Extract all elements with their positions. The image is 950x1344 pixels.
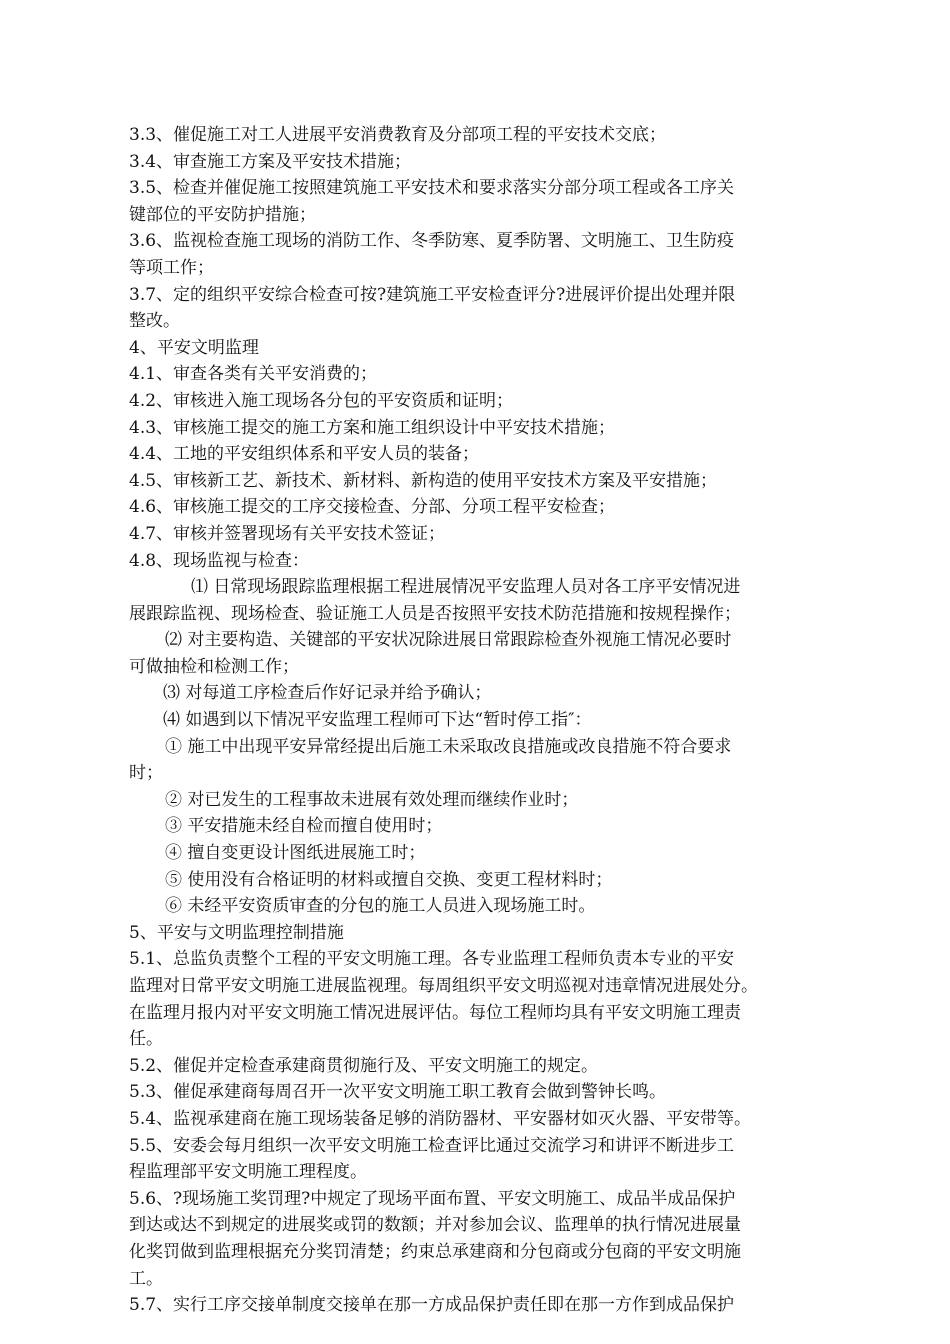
paragraph-5-6-cont-3: 工。 [129, 1268, 163, 1289]
paragraph-3-3: 3.3、催促施工对工人进展平安消费教育及分部项工程的平安技术交底； [129, 125, 667, 145]
item-circle-1-cont: 时； [129, 763, 163, 784]
item-paren-1: ⑴ 日常现场跟踪监理根据工程进展情况平安监理人员对各工序平安情况进 [191, 577, 741, 598]
section-5-heading: 5、平安与文明监理控制措施 [129, 922, 344, 943]
section-4-heading: 4、平安文明监理 [129, 337, 259, 358]
paragraph-3-6-cont: 等项工作； [129, 257, 214, 278]
paragraph-3-7-cont: 整改。 [129, 311, 180, 332]
item-circle-3: ③ 平安措施未经自检而擅自使用时； [165, 816, 443, 837]
paragraph-4-3: 4.3、审核施工提交的施工方案和施工组织设计中平安技术措施； [129, 417, 616, 438]
paragraph-4-1: 4.1、审查各类有关平安消费的； [129, 364, 378, 385]
paragraph-5-6-cont-1: 到达或达不到规定的进展奖或罚的数额；并对参加会议、监理单的执行情况进展量 [129, 1215, 741, 1236]
paragraph-4-2: 4.2、审核进入施工现场各分包的平安资质和证明； [129, 390, 514, 411]
item-circle-5: ⑤ 使用没有合格证明的材料或擅自交换、变更工程材料时； [165, 869, 613, 890]
paragraph-5-5: 5.5、安委会每月组织一次平安文明施工检查评比通过交流学习和讲评不断进步工 [129, 1135, 735, 1156]
paragraph-4-7: 4.7、审核并签署现场有关平安技术签证； [129, 523, 446, 544]
paragraph-3-5-cont: 键部位的平安防护措施； [129, 204, 316, 225]
paragraph-3-5: 3.5、检查并催促施工按照建筑施工平安技术和要求落实分部分项工程或各工序关 [129, 178, 735, 199]
paragraph-5-4: 5.4、监视承建商在施工现场装备足够的消防器材、平安器材如灭火器、平安带等。 [129, 1108, 752, 1129]
item-circle-6: ⑥ 未经平安资质审查的分包的施工人员进入现场施工时。 [165, 896, 596, 917]
item-circle-4: ④ 擅自变更设计图纸进展施工时； [165, 843, 426, 864]
paragraph-4-4: 4.4、工地的平安组织体系和平安人员的装备； [129, 444, 480, 465]
paragraph-5-1-cont-3: 任。 [129, 1029, 163, 1050]
paragraph-5-2: 5.2、催促并定检查承建商贯彻施行及、平安文明施工的规定。 [129, 1055, 599, 1076]
paragraph-5-6-cont-2: 化奖罚做到监理根据充分奖罚清楚；约束总承建商和分包商或分包商的平安文明施 [129, 1241, 741, 1262]
paragraph-4-5: 4.5、审核新工艺、新技术、新材料、新构造的使用平安技术方案及平安措施； [129, 470, 718, 491]
paragraph-3-6: 3.6、监视检查施工现场的消防工作、冬季防寒、夏季防署、文明施工、卫生防疫 [129, 231, 735, 252]
document-body [129, 122, 841, 1319]
paragraph-3-7: 3.7、定的组织平安综合检查可按?建筑施工平安检查评分?进展评价提出处理并限 [129, 284, 736, 305]
paragraph-5-6: 5.6、?现场施工奖罚理?中规定了现场平面布置、平安文明施工、成品半成品保护 [129, 1188, 736, 1209]
paragraph-4-6: 4.6、审核施工提交的工序交接检查、分部、分项工程平安检查； [129, 497, 616, 518]
paragraph-5-1-cont-2: 在监理月报内对平安文明施工情况进展评估。每位工程师均具有平安文明施工理责 [129, 1002, 741, 1023]
item-paren-2: ⑵ 对主要构造、关键部的平安状况除进展日常跟踪检查外视施工情况必要时 [165, 630, 732, 651]
paragraph-5-1: 5.1、总监负责整个工程的平安文明施工理。各专业监理工程师负责本专业的平安 [129, 949, 735, 970]
paragraph-5-5-cont: 程监理部平安文明施工理程度。 [129, 1162, 367, 1183]
item-circle-1: ① 施工中出现平安异常经提出后施工未采取改良措施或改良措施不符合要求 [165, 736, 732, 757]
paragraph-5-7: 5.7、实行工序交接单制度交接单在那一方成品保护责任即在那一方作到成品保护 [129, 1295, 735, 1316]
item-circle-2: ② 对已发生的工程事故未进展有效处理而继续作业时； [165, 789, 579, 810]
item-paren-3: ⑶ 对每道工序检查后作好记录并给予确认； [163, 683, 492, 704]
item-paren-2-cont: 可做抽检和检测工作； [129, 656, 299, 677]
item-paren-4: ⑷ 如遇到以下情况平安监理工程师可下达“暂时停工指″： [163, 710, 592, 731]
paragraph-4-8: 4.8、现场监视与检查： [129, 550, 310, 571]
paragraph-5-1-cont-1: 监理对日常平安文明施工进展监视理。每周组织平安文明巡视对违章情况进展处分。 [129, 976, 758, 996]
paragraph-5-3: 5.3、催促承建商每周召开一次平安文明施工职工教育会做到警钟长鸣。 [129, 1082, 667, 1103]
item-paren-1-cont: 展跟踪监视、现场检查、验证施工人员是否按照平安技术防范措施和按规程操作； [129, 603, 741, 624]
paragraph-3-4: 3.4、审查施工方案及平安技术措施； [129, 151, 412, 172]
